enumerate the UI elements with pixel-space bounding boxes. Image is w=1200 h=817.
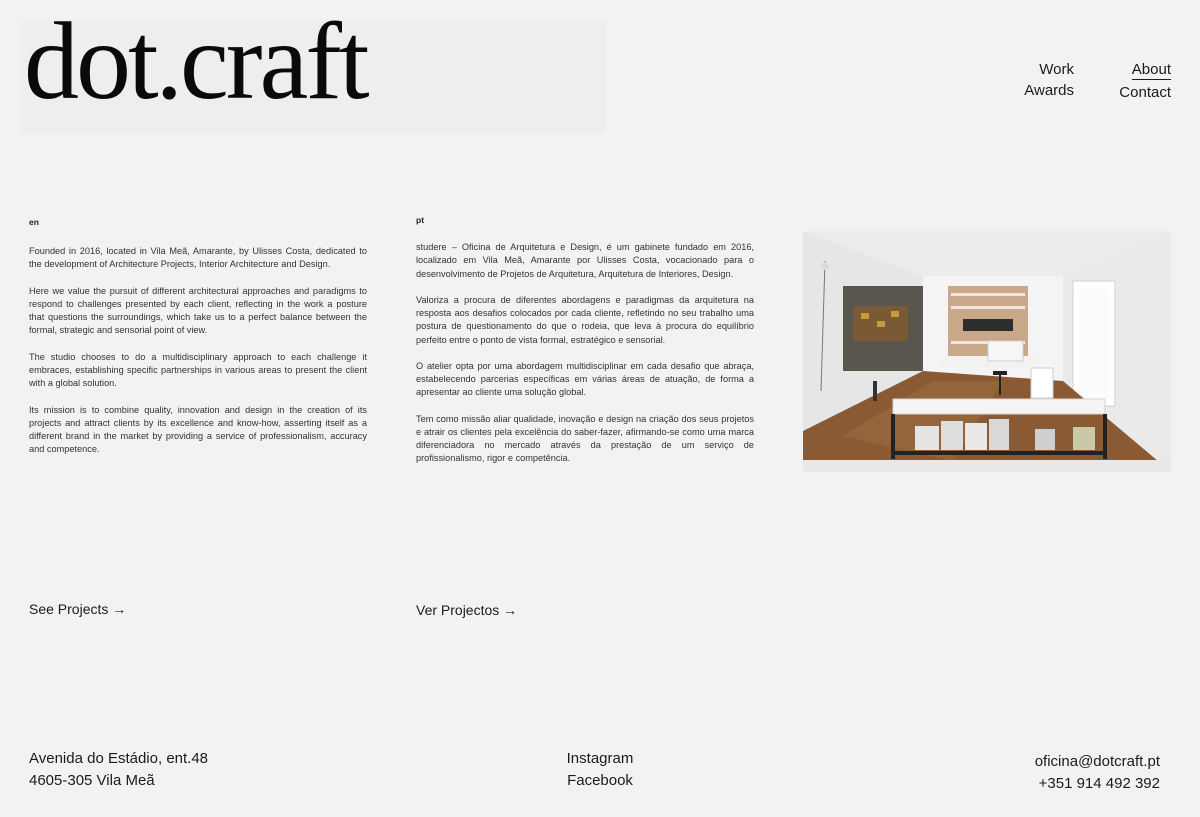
studio-interior-photo (803, 231, 1171, 472)
about-paragraph: studere – Oficina de Arquitetura e Design, é um gabinete fundado em 2016, localizado em Vila Meã, Amarante por Ulisses Costa, vocacionado para o desenvolvimento de Projetos de Arquitetura, Arquitetura de Interiores, Design. (416, 242, 754, 279)
about-text-en (29, 216, 367, 470)
brand-logo[interactable]: dot.craft (24, 0, 367, 122)
footer-address (29, 748, 208, 791)
nav-awards-link[interactable]: Awards (1024, 82, 1074, 99)
about-paragraph: The studio chooses to do a multidisciplinary approach to each challenge it embraces, establishing specific partnerships in various areas to present the client with a global solution. (29, 351, 367, 389)
about-paragraph: Here we value the pursuit of different architectural approaches and paradigms to respond to challenges presented by each client, reflecting in the work a posture that questions the surroundings, which take us to a perfect balance between the formal, strategic and sensorial point of view. (29, 285, 367, 336)
instagram-link[interactable]: Instagram (566, 750, 634, 767)
about-text-pt (416, 214, 754, 479)
nav-about-link[interactable]: About (1131, 61, 1171, 78)
main-nav-right (1119, 59, 1171, 103)
address-line-1: Avenida do Estádio, ent.48 (29, 750, 209, 767)
email-link[interactable]: oficina@dotcraft.pt (1034, 753, 1160, 770)
footer-social-links (540, 748, 660, 791)
language-label-en: en (29, 217, 39, 227)
main-nav-left (1024, 59, 1074, 101)
see-projects-link[interactable]: See Projects → (29, 601, 127, 617)
language-label-pt: pt (416, 215, 425, 225)
logo-area (20, 0, 606, 134)
facebook-link[interactable]: Facebook (567, 771, 633, 789)
ver-projectos-link[interactable]: Ver Projectos → (416, 602, 518, 618)
footer-contact (1035, 751, 1160, 795)
nav-contact-link[interactable]: Contact (1119, 84, 1171, 101)
about-paragraph: Its mission is to combine quality, innovation and design in the creation of its projects and attract clients by its excellence and know-how, asserting itself as a different brand in the market by providing a service of professionalism, accuracy and competence. (29, 404, 367, 455)
phone-number[interactable]: +351 914 492 392 (1038, 775, 1160, 792)
studio-photo-illustration (803, 231, 1171, 472)
address-line-2: 4605-305 Vila Meã (29, 771, 155, 789)
about-paragraph: O atelier opta por uma abordagem multidisciplinar em cada desafio que abraça, estabelecendo parcerias específicas em várias áreas de atuação, de forma a apresentar ao cliente uma solução global. (416, 361, 754, 398)
nav-work-link[interactable]: Work (1039, 61, 1074, 78)
about-paragraph: Valoriza a procura de diferentes abordagens e paradigmas da arquitetura na resposta aos desafios colocados por cada cliente, refletindo no seu trabalho uma postura de questionamento do que o rodeia, que leva à procura do equilíbrio perfeito entre o ponto de vista formal, estratégico e sensorial. (416, 295, 754, 345)
about-paragraph: Tem como missão aliar qualidade, inovação e design na criação dos seus projetos e atrair os clientes pela excelência do saber-fazer, afirmando-se como uma marca diferenciadora no mercado através da prestação de um serviço de profissionalismo, rigor e competência. (416, 413, 754, 464)
about-paragraph: Founded in 2016, located in Vila Meã, Amarante, by Ulisses Costa, dedicated to the development of Architecture Projects, Interior Architecture and Design. (29, 246, 367, 270)
